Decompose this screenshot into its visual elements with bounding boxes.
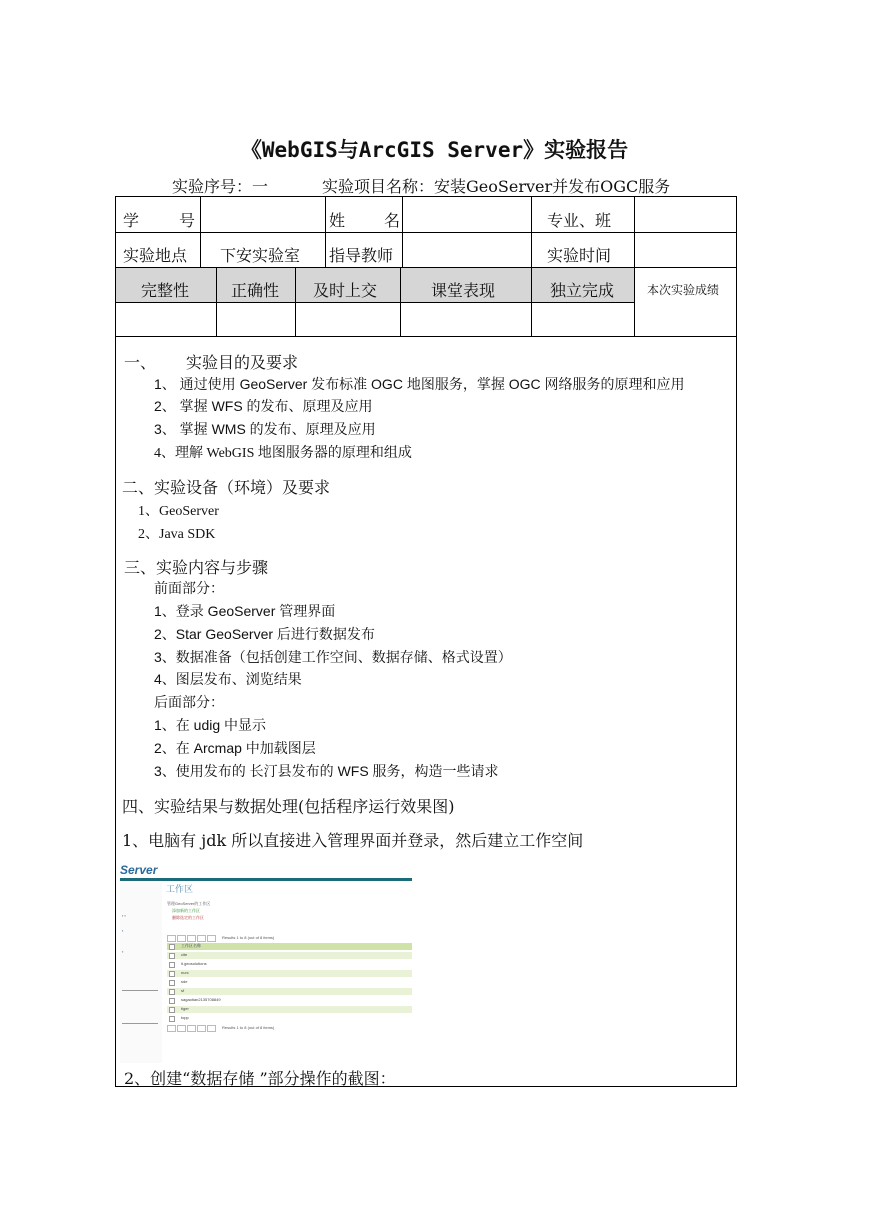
table-rule: [200, 197, 201, 267]
list-item: 4、图层发布、浏览结果: [154, 671, 302, 687]
row-checkbox[interactable]: [169, 962, 175, 968]
first-page-button[interactable]: [167, 1025, 176, 1032]
time-label: 实验时间: [547, 246, 612, 265]
workspace-name[interactable]: cite: [181, 952, 188, 957]
list-item: 2、Java SDK: [138, 527, 216, 542]
column-header: 工作区名称: [181, 943, 201, 948]
subheading-front: 前面部分：: [154, 580, 224, 596]
table-row[interactable]: [167, 952, 412, 959]
last-page-button[interactable]: [207, 935, 216, 942]
geoserver-brand: Server: [120, 863, 158, 877]
table-rule: [216, 267, 217, 336]
list-item: 1、在 udig 中显示: [154, 717, 267, 733]
page-title: 《WebGIS与ArcGIS Server》实验报告: [240, 138, 629, 162]
remove-workspace-link[interactable]: 删除选定的工作区: [172, 915, 204, 920]
table-rule: [634, 197, 635, 336]
workspace-heading: 工作区: [166, 884, 194, 894]
section-1-number: 一、: [124, 353, 157, 372]
row-checkbox[interactable]: [169, 989, 175, 995]
pagination-summary: Results 1 to 8 (out of 8 items): [222, 935, 275, 940]
table-rule: [116, 336, 736, 337]
step-2-text: 2、创建“数据存储 ”部分操作的截图：: [124, 1069, 396, 1088]
sidebar-divider: [122, 990, 158, 991]
first-page-button[interactable]: [167, 935, 176, 942]
section-2-title: 二、实验设备（环境）及要求: [122, 478, 331, 497]
next-page-button[interactable]: [197, 935, 206, 942]
location-value: 下安实验室: [220, 246, 301, 265]
workspace-name[interactable]: nurc: [181, 970, 189, 975]
add-workspace-link[interactable]: 添加新的工作区: [172, 908, 200, 913]
table-rule: [116, 302, 634, 303]
table-row[interactable]: [167, 979, 412, 986]
workspace-description: 管理GeoServer的工作区: [167, 901, 211, 906]
major-class-label: 专业、班: [547, 211, 612, 230]
teacher-label: 指导教师: [329, 246, 394, 265]
grade-completeness: 完整性: [141, 281, 190, 300]
student-id-label-b: 号: [179, 211, 196, 230]
section-1-title: 实验目的及要求: [186, 353, 299, 372]
list-item: 1、 通过使用 GeoServer 发布标准 OGC 地图服务，掌握 OGC 网络服务的原理和应用: [154, 376, 685, 392]
row-checkbox[interactable]: [169, 998, 175, 1004]
workspace-name[interactable]: sde: [181, 979, 188, 984]
list-item: 3、 掌握 WMS 的发布、原理及应用: [154, 421, 376, 437]
workspace-name[interactable]: topp: [181, 1015, 189, 1020]
row-checkbox[interactable]: [169, 1016, 175, 1022]
sidebar-divider: [122, 1023, 158, 1024]
list-item: 1、登录 GeoServer 管理界面: [154, 603, 336, 619]
table-row[interactable]: [167, 988, 412, 995]
list-item: 2、在 Arcmap 中加载图层: [154, 740, 316, 756]
workspace-name[interactable]: sagaotian2135708849: [181, 997, 221, 1002]
sidebar-link[interactable]: ▪ ▪: [122, 913, 126, 918]
table-row[interactable]: [167, 997, 412, 1004]
prev-page-button[interactable]: [177, 1025, 186, 1032]
table-row[interactable]: [167, 1006, 412, 1013]
pagination-bottom: [167, 1025, 417, 1031]
row-checkbox[interactable]: [169, 971, 175, 977]
table-rule: [116, 232, 736, 233]
section-4-title: 四、实验结果与数据处理(包括程序运行效果图): [122, 797, 455, 816]
step-1-text: 1、电脑有 jdk 所以直接进入管理界面并登录，然后建立工作空间: [122, 831, 584, 850]
select-all-checkbox[interactable]: [169, 944, 175, 950]
student-id-label-a: 学: [123, 211, 140, 230]
table-rule: [400, 267, 401, 336]
table-rule: [402, 197, 403, 267]
table-row[interactable]: [167, 970, 412, 977]
prev-page-button[interactable]: [177, 935, 186, 942]
name-label-b: 名: [384, 211, 401, 230]
table-row[interactable]: [167, 1015, 412, 1022]
total-grade-label: 本次实验成绩: [647, 283, 720, 297]
grade-independent: 独立完成: [550, 281, 615, 300]
next-page-button[interactable]: [197, 1025, 206, 1032]
table-header-row: [167, 943, 412, 950]
last-page-button[interactable]: [207, 1025, 216, 1032]
table-rule: [531, 267, 532, 336]
list-item: 3、使用发布的 长汀县发布的 WFS 服务，构造一些请求: [154, 763, 499, 779]
grade-timeliness: 及时上交: [313, 281, 378, 300]
section-3-title: 三、实验内容与步骤: [124, 558, 269, 577]
geoserver-workspace-screenshot: [120, 863, 480, 1063]
workspace-name[interactable]: tiger: [181, 1006, 189, 1011]
table-rule: [295, 267, 296, 336]
location-label: 实验地点: [123, 246, 188, 265]
experiment-number: 实验序号：一: [172, 177, 269, 196]
grade-correctness: 正确性: [231, 281, 280, 300]
pagination-top: [167, 935, 417, 941]
workspace-name[interactable]: sf: [181, 988, 185, 993]
subheading-back: 后面部分：: [154, 694, 224, 710]
header-bar: [120, 878, 412, 881]
row-checkbox[interactable]: [169, 980, 175, 986]
sidebar-link[interactable]: ▪: [122, 949, 124, 954]
pagination-summary: Results 1 to 8 (out of 8 items): [222, 1025, 275, 1030]
page-1-button[interactable]: [187, 1025, 196, 1032]
row-checkbox[interactable]: [169, 1007, 175, 1013]
list-item: 4、理解 WebGIS 地图服务器的原理和组成: [154, 446, 412, 461]
grade-classroom: 课堂表现: [431, 281, 496, 300]
list-item: 3、数据准备（包括创建工作空间、数据存储、格式设置）: [154, 649, 512, 665]
workspace-name[interactable]: it.geosolutions: [181, 961, 207, 966]
table-rule: [531, 197, 532, 267]
experiment-project-name: 实验项目名称：安装GeoServer并发布OGC服务: [322, 177, 671, 196]
list-item: 2、 掌握 WFS 的发布、原理及应用: [154, 398, 373, 414]
table-row[interactable]: [167, 961, 412, 968]
sidebar-link[interactable]: ▪: [122, 928, 124, 933]
table-rule: [325, 197, 326, 267]
name-label-a: 姓: [329, 211, 346, 230]
list-item: 1、GeoServer: [138, 504, 219, 519]
row-checkbox[interactable]: [169, 953, 175, 959]
page-1-button[interactable]: [187, 935, 196, 942]
sidebar: [120, 883, 162, 1063]
list-item: 2、Star GeoServer 后进行数据发布: [154, 626, 375, 642]
